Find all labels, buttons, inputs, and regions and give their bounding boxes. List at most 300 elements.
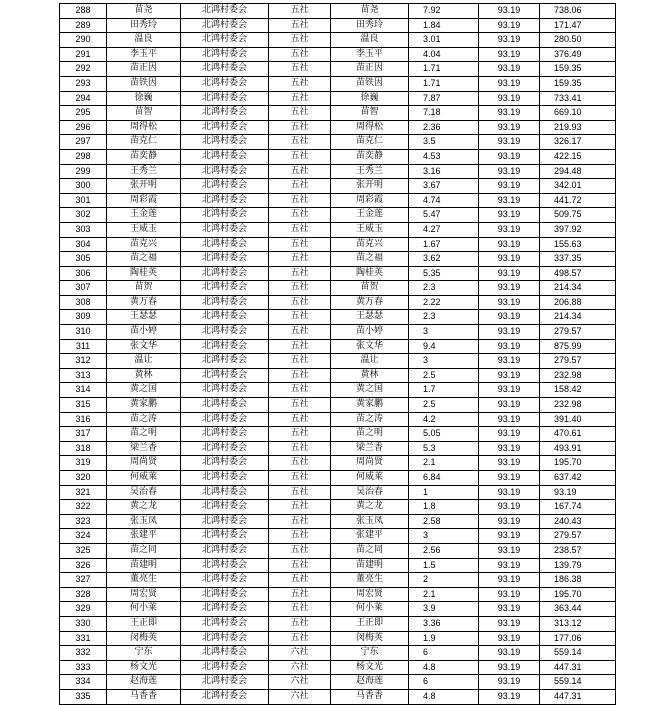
amount-cell: 195.70 bbox=[540, 587, 616, 602]
amount-cell: 238.57 bbox=[540, 543, 616, 558]
row-number-cell: 328 bbox=[60, 587, 107, 602]
amount-cell: 441.72 bbox=[540, 193, 616, 208]
recipient-cell: 宁东 bbox=[331, 646, 409, 661]
row-number-cell: 313 bbox=[60, 368, 107, 383]
unit-price-cell: 93.19 bbox=[479, 354, 540, 369]
unit-price-cell: 93.19 bbox=[479, 602, 540, 617]
recipient-cell: 苗之同 bbox=[331, 543, 409, 558]
group-cell: 五社 bbox=[269, 266, 331, 281]
name-cell: 吴治春 bbox=[107, 485, 181, 500]
group-cell: 五社 bbox=[269, 135, 331, 150]
row-number-cell: 307 bbox=[60, 281, 107, 296]
table-row bbox=[60, 485, 616, 500]
committee-cell: 北鸿村委会 bbox=[181, 427, 269, 442]
table-row bbox=[60, 91, 616, 106]
table-row bbox=[60, 252, 616, 267]
unit-price-cell: 93.19 bbox=[479, 4, 540, 19]
recipient-cell: 周得松 bbox=[331, 120, 409, 135]
name-cell: 黄之龙 bbox=[107, 500, 181, 515]
amount-cell: 177.06 bbox=[540, 631, 616, 646]
unit-price-cell: 93.19 bbox=[479, 106, 540, 121]
name-cell: 陶桂英 bbox=[107, 266, 181, 281]
amount-cell: 637.42 bbox=[540, 471, 616, 486]
group-cell: 五社 bbox=[269, 237, 331, 252]
table-row bbox=[60, 514, 616, 529]
amount-cell: 337.35 bbox=[540, 252, 616, 267]
recipient-cell: 苗之福 bbox=[331, 252, 409, 267]
group-cell: 五社 bbox=[269, 587, 331, 602]
table-row bbox=[60, 354, 616, 369]
committee-cell: 北鸿村委会 bbox=[181, 616, 269, 631]
area-cell: 1.67 bbox=[409, 237, 479, 252]
recipient-cell: 梁兰香 bbox=[331, 441, 409, 456]
row-number-cell: 298 bbox=[60, 149, 107, 164]
area-cell: 2.5 bbox=[409, 368, 479, 383]
committee-cell: 北鸿村委会 bbox=[181, 529, 269, 544]
unit-price-cell: 93.19 bbox=[479, 689, 540, 704]
row-number-cell: 331 bbox=[60, 631, 107, 646]
table-row bbox=[60, 62, 616, 77]
amount-cell: 280.50 bbox=[540, 33, 616, 48]
group-cell: 五社 bbox=[269, 383, 331, 398]
row-number-cell: 322 bbox=[60, 500, 107, 515]
unit-price-cell: 93.19 bbox=[479, 441, 540, 456]
name-cell: 黄之国 bbox=[107, 383, 181, 398]
row-number-cell: 326 bbox=[60, 558, 107, 573]
unit-price-cell: 93.19 bbox=[479, 631, 540, 646]
committee-cell: 北鸿村委会 bbox=[181, 4, 269, 19]
area-cell: 3.9 bbox=[409, 602, 479, 617]
committee-cell: 北鸿村委会 bbox=[181, 222, 269, 237]
name-cell: 杨文光 bbox=[107, 660, 181, 675]
name-cell: 王秀兰 bbox=[107, 164, 181, 179]
group-cell: 五社 bbox=[269, 76, 331, 91]
area-cell: 2.56 bbox=[409, 543, 479, 558]
group-cell: 五社 bbox=[269, 179, 331, 194]
area-cell: 2 bbox=[409, 573, 479, 588]
table-row bbox=[60, 675, 616, 690]
group-cell: 五社 bbox=[269, 529, 331, 544]
row-number-cell: 301 bbox=[60, 193, 107, 208]
group-cell: 五社 bbox=[269, 325, 331, 340]
name-cell: 马香香 bbox=[107, 689, 181, 704]
recipient-cell: 张建平 bbox=[331, 529, 409, 544]
unit-price-cell: 93.19 bbox=[479, 456, 540, 471]
table-row bbox=[60, 33, 616, 48]
amount-cell: 422.15 bbox=[540, 149, 616, 164]
committee-cell: 北鸿村委会 bbox=[181, 354, 269, 369]
name-cell: 苗尧 bbox=[107, 4, 181, 19]
amount-cell: 232.98 bbox=[540, 398, 616, 413]
table-row bbox=[60, 106, 616, 121]
amount-cell: 232.98 bbox=[540, 368, 616, 383]
amount-cell: 279.57 bbox=[540, 325, 616, 340]
committee-cell: 北鸿村委会 bbox=[181, 558, 269, 573]
group-cell: 五社 bbox=[269, 281, 331, 296]
amount-cell: 391.40 bbox=[540, 412, 616, 427]
area-cell: 9.4 bbox=[409, 339, 479, 354]
area-cell: 1.8 bbox=[409, 500, 479, 515]
committee-cell: 北鸿村委会 bbox=[181, 543, 269, 558]
table-row bbox=[60, 529, 616, 544]
unit-price-cell: 93.19 bbox=[479, 573, 540, 588]
row-number-cell: 312 bbox=[60, 354, 107, 369]
row-number-cell: 290 bbox=[60, 33, 107, 48]
row-number-cell: 291 bbox=[60, 47, 107, 62]
name-cell: 王金莲 bbox=[107, 208, 181, 223]
table-row bbox=[60, 398, 616, 413]
group-cell: 五社 bbox=[269, 427, 331, 442]
area-cell: 3.62 bbox=[409, 252, 479, 267]
group-cell: 六社 bbox=[269, 689, 331, 704]
committee-cell: 北鸿村委会 bbox=[181, 18, 269, 33]
group-cell: 五社 bbox=[269, 208, 331, 223]
unit-price-cell: 93.19 bbox=[479, 471, 540, 486]
row-number-cell: 303 bbox=[60, 222, 107, 237]
area-cell: 1.71 bbox=[409, 62, 479, 77]
name-cell: 闵梅英 bbox=[107, 631, 181, 646]
committee-cell: 北鸿村委会 bbox=[181, 62, 269, 77]
committee-cell: 北鸿村委会 bbox=[181, 179, 269, 194]
amount-cell: 493.91 bbox=[540, 441, 616, 456]
row-number-cell: 304 bbox=[60, 237, 107, 252]
group-cell: 六社 bbox=[269, 675, 331, 690]
row-number-cell: 310 bbox=[60, 325, 107, 340]
area-cell: 3.36 bbox=[409, 616, 479, 631]
amount-cell: 195.70 bbox=[540, 456, 616, 471]
recipient-cell: 苗正因 bbox=[331, 62, 409, 77]
table-row bbox=[60, 456, 616, 471]
recipient-cell: 田秀玲 bbox=[331, 18, 409, 33]
unit-price-cell: 93.19 bbox=[479, 500, 540, 515]
amount-cell: 470.61 bbox=[540, 427, 616, 442]
unit-price-cell: 93.19 bbox=[479, 18, 540, 33]
recipient-cell: 黄家鹏 bbox=[331, 398, 409, 413]
amount-cell: 214.34 bbox=[540, 310, 616, 325]
unit-price-cell: 93.19 bbox=[479, 529, 540, 544]
area-cell: 1.84 bbox=[409, 18, 479, 33]
amount-cell: 363.44 bbox=[540, 602, 616, 617]
table-row bbox=[60, 47, 616, 62]
amount-cell: 447.31 bbox=[540, 689, 616, 704]
name-cell: 苗之涛 bbox=[107, 412, 181, 427]
unit-price-cell: 93.19 bbox=[479, 485, 540, 500]
area-cell: 6 bbox=[409, 646, 479, 661]
recipient-cell: 苗之涛 bbox=[331, 412, 409, 427]
committee-cell: 北鸿村委会 bbox=[181, 383, 269, 398]
recipient-cell: 何威莱 bbox=[331, 471, 409, 486]
amount-cell: 186.38 bbox=[540, 573, 616, 588]
name-cell: 苗贺 bbox=[107, 281, 181, 296]
row-number-cell: 306 bbox=[60, 266, 107, 281]
committee-cell: 北鸿村委会 bbox=[181, 441, 269, 456]
table-body bbox=[60, 4, 616, 705]
unit-price-cell: 93.19 bbox=[479, 587, 540, 602]
group-cell: 五社 bbox=[269, 573, 331, 588]
row-number-cell: 334 bbox=[60, 675, 107, 690]
committee-cell: 北鸿村委会 bbox=[181, 602, 269, 617]
name-cell: 周彩霞 bbox=[107, 193, 181, 208]
table-row bbox=[60, 543, 616, 558]
unit-price-cell: 93.19 bbox=[479, 47, 540, 62]
committee-cell: 北鸿村委会 bbox=[181, 471, 269, 486]
table-row bbox=[60, 646, 616, 661]
group-cell: 五社 bbox=[269, 252, 331, 267]
unit-price-cell: 93.19 bbox=[479, 412, 540, 427]
recipient-cell: 黄林 bbox=[331, 368, 409, 383]
row-number-cell: 319 bbox=[60, 456, 107, 471]
table-row bbox=[60, 412, 616, 427]
area-cell: 7.87 bbox=[409, 91, 479, 106]
row-number-cell: 323 bbox=[60, 514, 107, 529]
unit-price-cell: 93.19 bbox=[479, 91, 540, 106]
table-row bbox=[60, 383, 616, 398]
recipient-cell: 张开明 bbox=[331, 179, 409, 194]
row-number-cell: 324 bbox=[60, 529, 107, 544]
table-row bbox=[60, 616, 616, 631]
row-number-cell: 316 bbox=[60, 412, 107, 427]
row-number-cell: 335 bbox=[60, 689, 107, 704]
amount-cell: 397.92 bbox=[540, 222, 616, 237]
unit-price-cell: 93.19 bbox=[479, 120, 540, 135]
amount-cell: 559.14 bbox=[540, 675, 616, 690]
table-row bbox=[60, 295, 616, 310]
name-cell: 宁东 bbox=[107, 646, 181, 661]
amount-cell: 214.34 bbox=[540, 281, 616, 296]
table-row bbox=[60, 4, 616, 19]
recipient-cell: 王金莲 bbox=[331, 208, 409, 223]
unit-price-cell: 93.19 bbox=[479, 543, 540, 558]
group-cell: 五社 bbox=[269, 47, 331, 62]
name-cell: 田秀玲 bbox=[107, 18, 181, 33]
unit-price-cell: 93.19 bbox=[479, 427, 540, 442]
data-table bbox=[59, 3, 616, 705]
area-cell: 3 bbox=[409, 354, 479, 369]
group-cell: 五社 bbox=[269, 456, 331, 471]
unit-price-cell: 93.19 bbox=[479, 514, 540, 529]
row-number-cell: 332 bbox=[60, 646, 107, 661]
group-cell: 五社 bbox=[269, 602, 331, 617]
group-cell: 五社 bbox=[269, 18, 331, 33]
area-cell: 5.47 bbox=[409, 208, 479, 223]
row-number-cell: 333 bbox=[60, 660, 107, 675]
row-number-cell: 327 bbox=[60, 573, 107, 588]
unit-price-cell: 93.19 bbox=[479, 325, 540, 340]
area-cell: 2.1 bbox=[409, 587, 479, 602]
name-cell: 张文华 bbox=[107, 339, 181, 354]
group-cell: 五社 bbox=[269, 543, 331, 558]
area-cell: 3.5 bbox=[409, 135, 479, 150]
committee-cell: 北鸿村委会 bbox=[181, 456, 269, 471]
area-cell: 2.3 bbox=[409, 281, 479, 296]
recipient-cell: 闵梅英 bbox=[331, 631, 409, 646]
row-number-cell: 309 bbox=[60, 310, 107, 325]
unit-price-cell: 93.19 bbox=[479, 149, 540, 164]
recipient-cell: 苗克兴 bbox=[331, 237, 409, 252]
name-cell: 赵海莲 bbox=[107, 675, 181, 690]
table-row bbox=[60, 281, 616, 296]
group-cell: 五社 bbox=[269, 616, 331, 631]
group-cell: 五社 bbox=[269, 441, 331, 456]
row-number-cell: 311 bbox=[60, 339, 107, 354]
area-cell: 4.27 bbox=[409, 222, 479, 237]
name-cell: 周得松 bbox=[107, 120, 181, 135]
committee-cell: 北鸿村委会 bbox=[181, 500, 269, 515]
committee-cell: 北鸿村委会 bbox=[181, 646, 269, 661]
committee-cell: 北鸿村委会 bbox=[181, 237, 269, 252]
table-row bbox=[60, 179, 616, 194]
area-cell: 3 bbox=[409, 325, 479, 340]
committee-cell: 北鸿村委会 bbox=[181, 76, 269, 91]
unit-price-cell: 93.19 bbox=[479, 383, 540, 398]
recipient-cell: 周宏贤 bbox=[331, 587, 409, 602]
committee-cell: 北鸿村委会 bbox=[181, 660, 269, 675]
area-cell: 4.04 bbox=[409, 47, 479, 62]
table-row bbox=[60, 135, 616, 150]
amount-cell: 139.79 bbox=[540, 558, 616, 573]
area-cell: 2.3 bbox=[409, 310, 479, 325]
table-row bbox=[60, 208, 616, 223]
unit-price-cell: 93.19 bbox=[479, 675, 540, 690]
amount-cell: 875.99 bbox=[540, 339, 616, 354]
name-cell: 梁兰香 bbox=[107, 441, 181, 456]
recipient-cell: 苗尧 bbox=[331, 4, 409, 19]
recipient-cell: 黄万春 bbox=[331, 295, 409, 310]
area-cell: 1 bbox=[409, 485, 479, 500]
committee-cell: 北鸿村委会 bbox=[181, 587, 269, 602]
area-cell: 5.35 bbox=[409, 266, 479, 281]
recipient-cell: 王正即 bbox=[331, 616, 409, 631]
area-cell: 2.58 bbox=[409, 514, 479, 529]
table-row bbox=[60, 18, 616, 33]
amount-cell: 509.75 bbox=[540, 208, 616, 223]
row-number-cell: 300 bbox=[60, 179, 107, 194]
area-cell: 7.92 bbox=[409, 4, 479, 19]
unit-price-cell: 93.19 bbox=[479, 222, 540, 237]
table-row bbox=[60, 602, 616, 617]
row-number-cell: 315 bbox=[60, 398, 107, 413]
amount-cell: 738.06 bbox=[540, 4, 616, 19]
committee-cell: 北鸿村委会 bbox=[181, 675, 269, 690]
recipient-cell: 王瑟瑟 bbox=[331, 310, 409, 325]
committee-cell: 北鸿村委会 bbox=[181, 33, 269, 48]
amount-cell: 159.35 bbox=[540, 76, 616, 91]
committee-cell: 北鸿村委会 bbox=[181, 689, 269, 704]
amount-cell: 159.35 bbox=[540, 62, 616, 77]
name-cell: 苗奕静 bbox=[107, 149, 181, 164]
amount-cell: 669.10 bbox=[540, 106, 616, 121]
row-number-cell: 320 bbox=[60, 471, 107, 486]
name-cell: 张建平 bbox=[107, 529, 181, 544]
recipient-cell: 王秀兰 bbox=[331, 164, 409, 179]
recipient-cell: 周尚贤 bbox=[331, 456, 409, 471]
name-cell: 苗建明 bbox=[107, 558, 181, 573]
name-cell: 苗克仁 bbox=[107, 135, 181, 150]
recipient-cell: 黄之龙 bbox=[331, 500, 409, 515]
table-row bbox=[60, 427, 616, 442]
name-cell: 苗铁因 bbox=[107, 76, 181, 91]
name-cell: 张开明 bbox=[107, 179, 181, 194]
amount-cell: 498.57 bbox=[540, 266, 616, 281]
group-cell: 五社 bbox=[269, 149, 331, 164]
group-cell: 五社 bbox=[269, 310, 331, 325]
amount-cell: 158.42 bbox=[540, 383, 616, 398]
name-cell: 周尚贤 bbox=[107, 456, 181, 471]
area-cell: 6 bbox=[409, 675, 479, 690]
area-cell: 3.01 bbox=[409, 33, 479, 48]
name-cell: 王瑟瑟 bbox=[107, 310, 181, 325]
committee-cell: 北鸿村委会 bbox=[181, 266, 269, 281]
amount-cell: 171.47 bbox=[540, 18, 616, 33]
name-cell: 黄万春 bbox=[107, 295, 181, 310]
unit-price-cell: 93.19 bbox=[479, 266, 540, 281]
name-cell: 温让 bbox=[107, 354, 181, 369]
name-cell: 苗之明 bbox=[107, 427, 181, 442]
unit-price-cell: 93.19 bbox=[479, 398, 540, 413]
area-cell: 2.36 bbox=[409, 120, 479, 135]
name-cell: 温良 bbox=[107, 33, 181, 48]
committee-cell: 北鸿村委会 bbox=[181, 339, 269, 354]
name-cell: 苗智 bbox=[107, 106, 181, 121]
unit-price-cell: 93.19 bbox=[479, 646, 540, 661]
committee-cell: 北鸿村委会 bbox=[181, 514, 269, 529]
table-row bbox=[60, 441, 616, 456]
committee-cell: 北鸿村委会 bbox=[181, 106, 269, 121]
committee-cell: 北鸿村委会 bbox=[181, 398, 269, 413]
amount-cell: 279.57 bbox=[540, 354, 616, 369]
row-number-cell: 321 bbox=[60, 485, 107, 500]
row-number-cell: 295 bbox=[60, 106, 107, 121]
recipient-cell: 苗贺 bbox=[331, 281, 409, 296]
group-cell: 五社 bbox=[269, 354, 331, 369]
group-cell: 五社 bbox=[269, 164, 331, 179]
group-cell: 五社 bbox=[269, 368, 331, 383]
committee-cell: 北鸿村委会 bbox=[181, 164, 269, 179]
unit-price-cell: 93.19 bbox=[479, 135, 540, 150]
group-cell: 六社 bbox=[269, 660, 331, 675]
amount-cell: 447.31 bbox=[540, 660, 616, 675]
area-cell: 1.9 bbox=[409, 631, 479, 646]
unit-price-cell: 93.19 bbox=[479, 76, 540, 91]
group-cell: 五社 bbox=[269, 500, 331, 515]
group-cell: 五社 bbox=[269, 631, 331, 646]
name-cell: 董亮生 bbox=[107, 573, 181, 588]
committee-cell: 北鸿村委会 bbox=[181, 149, 269, 164]
committee-cell: 北鸿村委会 bbox=[181, 120, 269, 135]
table-row bbox=[60, 325, 616, 340]
group-cell: 五社 bbox=[269, 398, 331, 413]
amount-cell: 167.74 bbox=[540, 500, 616, 515]
recipient-cell: 赵海莲 bbox=[331, 675, 409, 690]
group-cell: 五社 bbox=[269, 514, 331, 529]
row-number-cell: 292 bbox=[60, 62, 107, 77]
unit-price-cell: 93.19 bbox=[479, 164, 540, 179]
committee-cell: 北鸿村委会 bbox=[181, 252, 269, 267]
unit-price-cell: 93.19 bbox=[479, 252, 540, 267]
recipient-cell: 张文华 bbox=[331, 339, 409, 354]
name-cell: 苗之同 bbox=[107, 543, 181, 558]
row-number-cell: 299 bbox=[60, 164, 107, 179]
row-number-cell: 289 bbox=[60, 18, 107, 33]
area-cell: 2.1 bbox=[409, 456, 479, 471]
unit-price-cell: 93.19 bbox=[479, 193, 540, 208]
group-cell: 五社 bbox=[269, 222, 331, 237]
recipient-cell: 苗建明 bbox=[331, 558, 409, 573]
unit-price-cell: 93.19 bbox=[479, 281, 540, 296]
table-row bbox=[60, 587, 616, 602]
unit-price-cell: 93.19 bbox=[479, 616, 540, 631]
committee-cell: 北鸿村委会 bbox=[181, 368, 269, 383]
